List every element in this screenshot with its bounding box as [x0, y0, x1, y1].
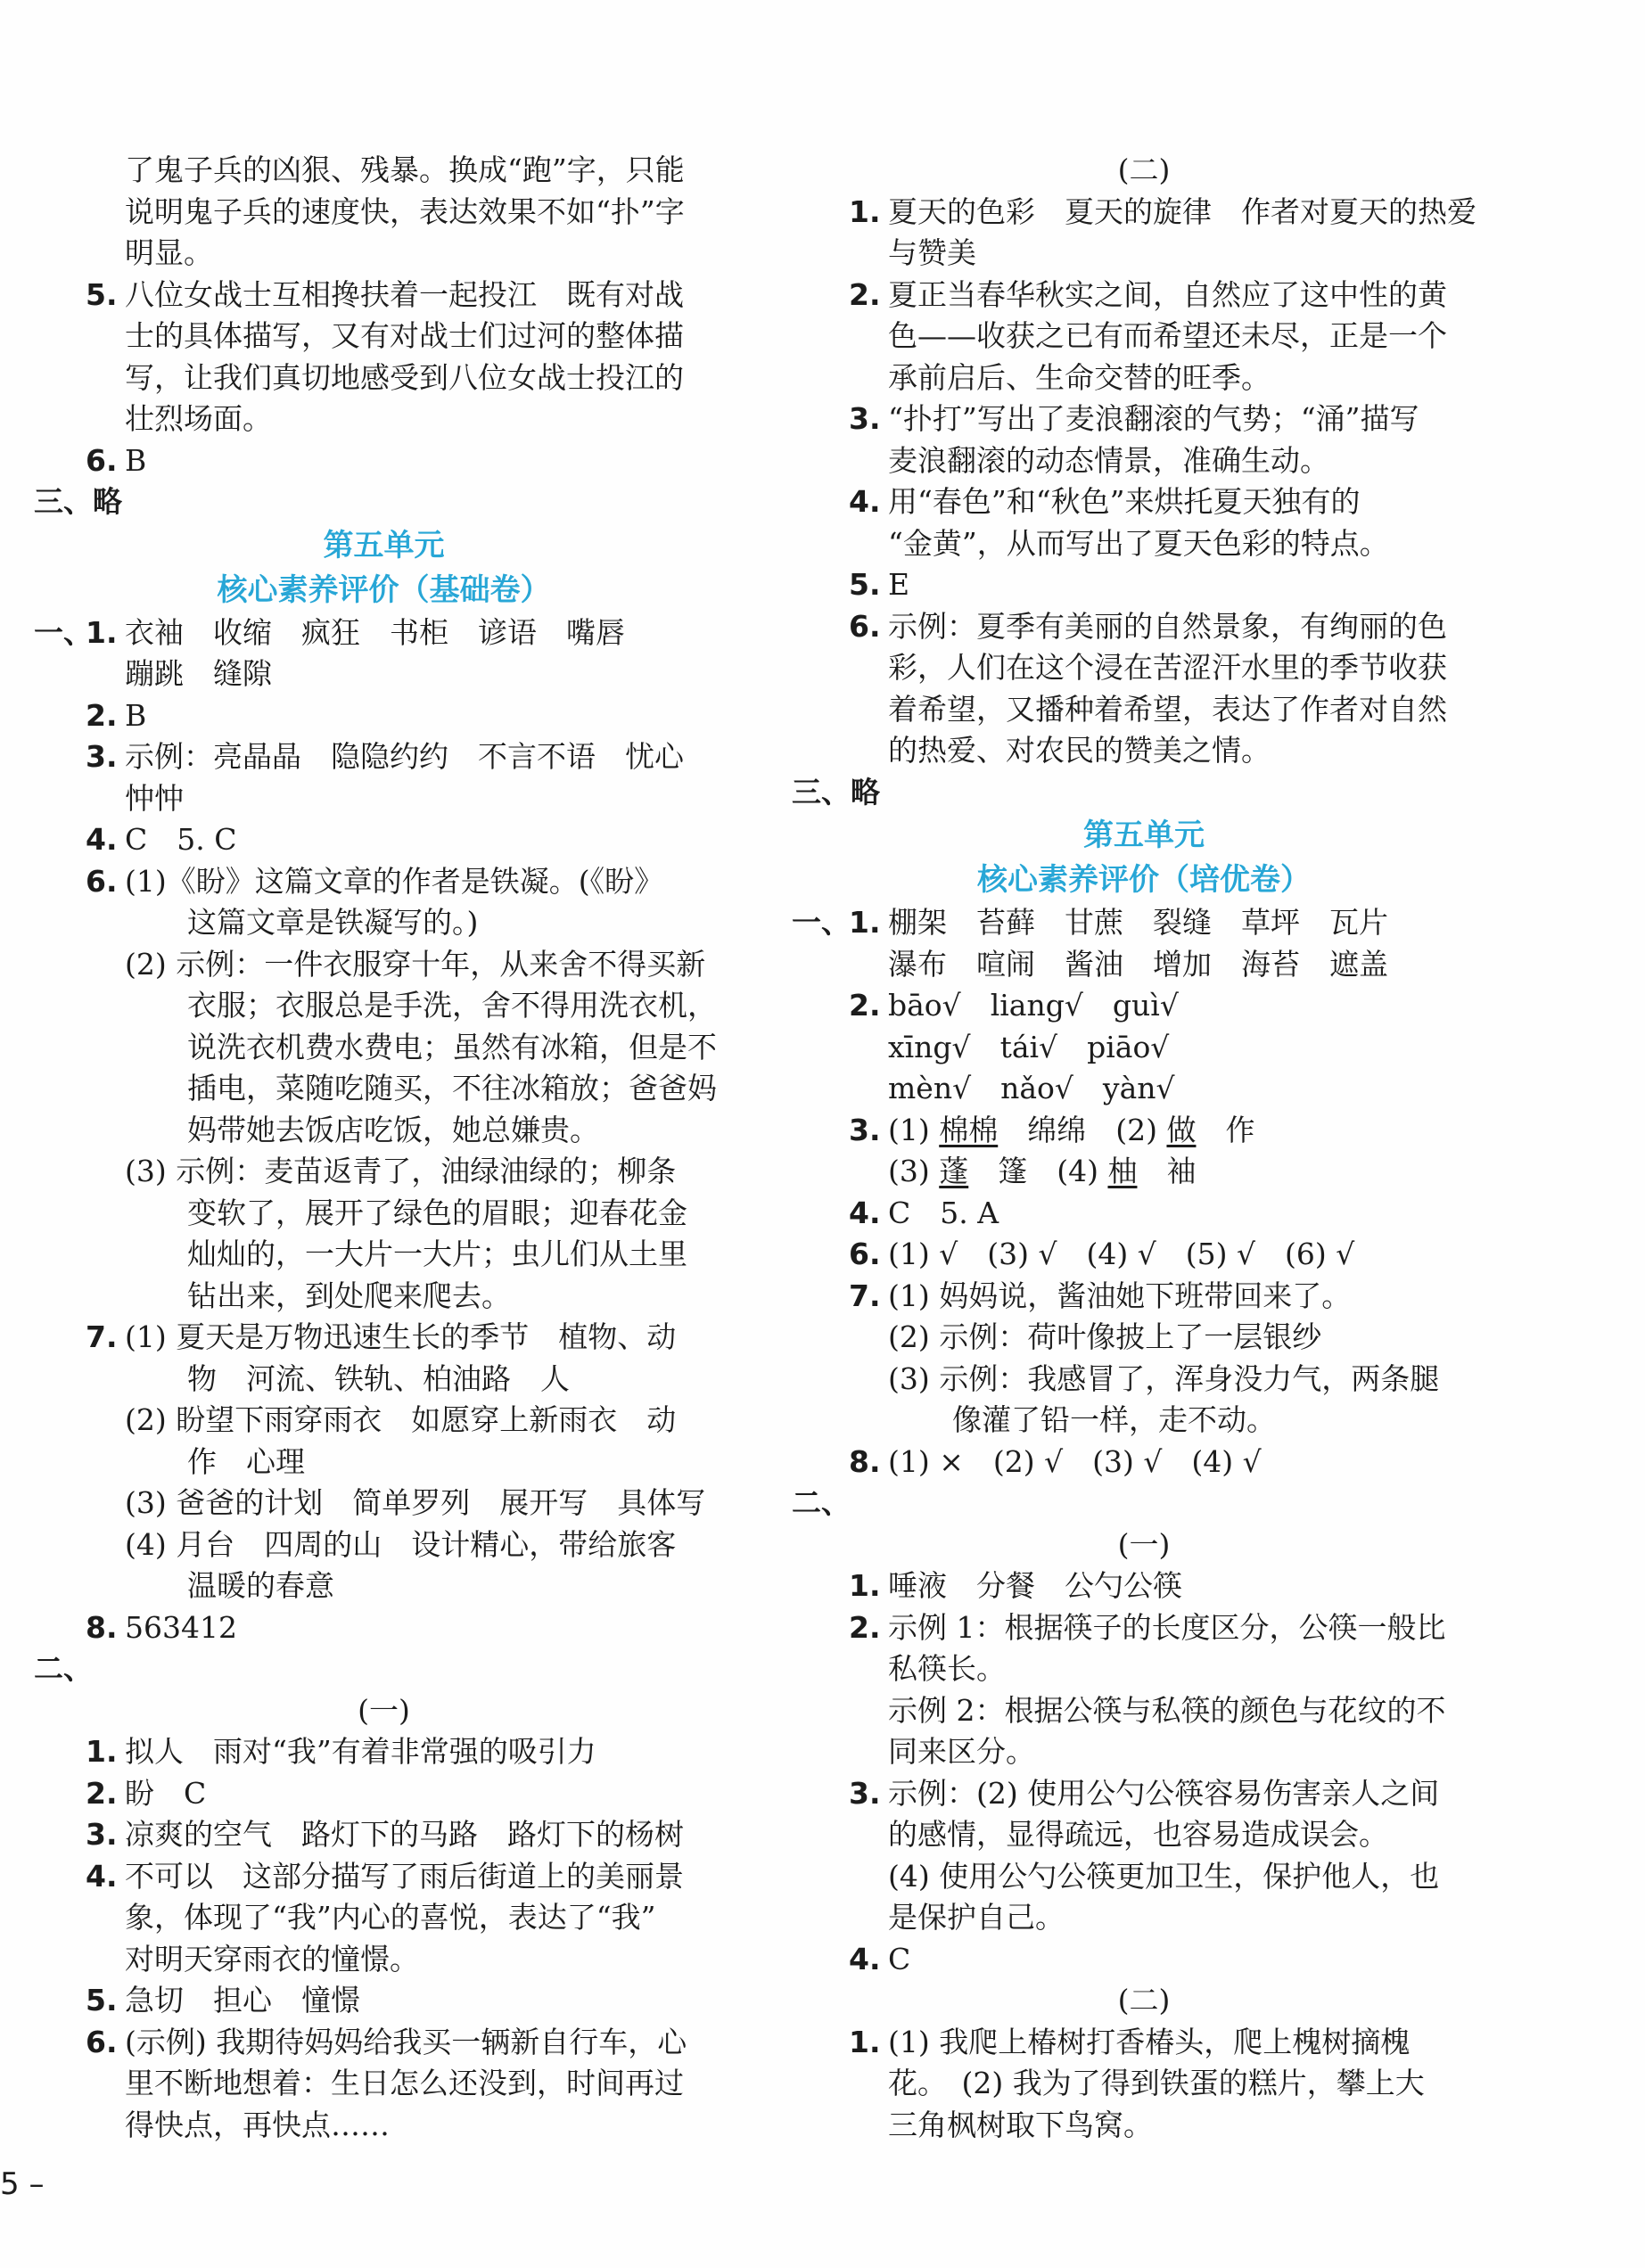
answer-text: “扑打”写出了麦浪翻滚的气势；“涌”描写 [888, 401, 1419, 436]
answer-line [792, 1400, 1496, 1442]
answer-line [792, 275, 1496, 316]
answer-line [792, 1773, 1496, 1815]
answer-text: (1)《盼》这篇文章的作者是铁凝。(《盼》 [125, 863, 664, 899]
answer-line [792, 1068, 1496, 1110]
answer-text: 插电，菜随吃随买，不往冰箱放；爸爸妈 [187, 1071, 717, 1105]
question-number: 8. [86, 1609, 118, 1645]
answer-line [792, 1731, 1496, 1773]
question-number: 2. [86, 697, 118, 733]
subsection-label: (一) [1117, 1526, 1171, 1562]
answer-text: 急切 担心 憧憬 [125, 1983, 360, 2017]
question-number: 6. [86, 2024, 118, 2059]
question-number: 4. [86, 822, 118, 857]
answer-line [792, 1027, 1496, 1069]
answer-line [34, 1980, 734, 2022]
answer-text: 像灌了铅一样，走不动。 [952, 1402, 1276, 1437]
answer-line [34, 2063, 734, 2105]
answer-line [34, 1524, 734, 1566]
answer-text: 示例：(2) 使用公勺公筷容易伤害亲人之间 [888, 1775, 1440, 1811]
subsection-label: (二) [1117, 152, 1171, 187]
unit-title: 第五单元 [323, 527, 445, 563]
section-prefix: 一、 [792, 905, 851, 940]
answer-text: 蹦跳 缝隙 [125, 656, 272, 691]
answer-text: (1) 我爬上椿树打香椿头，爬上槐树摘槐 [888, 2024, 1411, 2059]
answer-line [34, 1731, 734, 1773]
answer-line [34, 1400, 734, 1442]
answer-line [792, 606, 1496, 648]
answer-line [792, 564, 1496, 606]
answer-text: 瀑布 喧闹 酱油 增加 海苔 遮盖 [888, 946, 1388, 982]
question-number: 3. [849, 1112, 881, 1147]
answer-line [34, 1276, 734, 1318]
answer-text: 变软了，展开了绿色的眉眼；迎春花金 [187, 1195, 687, 1230]
answer-line [34, 1027, 734, 1069]
answer-text: 与赞美 [888, 235, 976, 270]
section-heading: 三、略 [34, 484, 122, 519]
question-number: 5. [86, 1983, 118, 2017]
answer-line [792, 1234, 1496, 1276]
answer-text: xīng√ tái√ piāo√ [888, 1029, 1170, 1064]
answer-text: 用“春色”和“秋色”来烘托夏天独有的 [888, 484, 1361, 519]
left-column [34, 150, 734, 2146]
answer-text: 同来区分。 [888, 1734, 1035, 1769]
answer-line [34, 357, 734, 399]
answer-line [34, 736, 734, 778]
answer-text: (1) √ (3) √ (4) √ (5) √ (6) √ [888, 1237, 1355, 1271]
answer-line [792, 2105, 1496, 2147]
answer-text: (2) 盼望下雨穿雨衣 如愿穿上新雨衣 动 [125, 1402, 677, 1437]
subsection-label: (二) [1117, 1983, 1171, 2017]
answer-line [792, 1648, 1496, 1690]
answer-line [34, 653, 734, 695]
answer-text: 这篇文章是铁凝写的。) [187, 905, 479, 940]
answer-line [34, 1939, 734, 1981]
answer-line [34, 985, 734, 1027]
answer-line [792, 2022, 1496, 2064]
answer-text: 不可以 这部分描写了雨后街道上的美丽景 [125, 1858, 684, 1894]
answer-text: 着希望，又播种着希望，表达了作者对自然 [888, 691, 1447, 727]
answer-text: 示例 2：根据公筷与私筷的颜色与花纹的不 [888, 1692, 1446, 1728]
answer-line [792, 1317, 1496, 1359]
marked-word: 做 [1166, 1112, 1197, 1147]
answer-line [34, 1814, 734, 1856]
answer-text: 妈带她去饭店吃饭，她总嫌贵。 [187, 1112, 599, 1147]
answer-line [792, 1607, 1496, 1649]
answer-text: 夏正当春华秋实之间，自然应了这中性的黄 [888, 276, 1447, 312]
answer-text: 三角枫树取下鸟窝。 [888, 2107, 1153, 2142]
answer-text: 拟人 雨对“我”有着非常强的吸引力 [125, 1734, 596, 1769]
answer-line [34, 612, 734, 654]
answer-text: 示例：亮晶晶 隐隐约约 不言不语 忧心 [125, 739, 684, 774]
answer-line [34, 1110, 734, 1152]
answer-text: (1) 妈妈说，酱油她下班带回来了。 [888, 1278, 1352, 1313]
answer-line [34, 2105, 734, 2147]
answer-line [792, 1193, 1496, 1235]
answer-line [34, 1151, 734, 1193]
question-number: 3. [86, 1817, 118, 1852]
right-column [792, 150, 1496, 2146]
question-number: 3. [849, 401, 881, 436]
question-number: 1. [849, 193, 881, 229]
page-number: 5 – [0, 2166, 45, 2202]
answer-text: 钻出来，到处爬来爬去。 [187, 1278, 511, 1313]
answer-text: 明显。 [125, 235, 213, 270]
answer-text: 的热爱、对农民的赞美之情。 [888, 733, 1271, 768]
answer-text: 私筷长。 [888, 1651, 1006, 1686]
marked-word: 棉棉 [939, 1112, 999, 1147]
answer-text: 士的具体描写，又有对战士们过河的整体描 [125, 318, 684, 353]
answer-text: 衣袖 收缩 疯狂 书柜 谚语 嘴唇 [125, 614, 625, 650]
answer-line [792, 1939, 1496, 1981]
question-number: 6. [849, 608, 881, 644]
answer-line [34, 819, 734, 861]
answer-text: 承前启后、生命交替的旺季。 [888, 359, 1271, 395]
answer-line [34, 1442, 734, 1483]
answer-line [34, 902, 734, 944]
question-number: 2. [849, 1609, 881, 1645]
answer-text: 是保护自己。 [888, 1900, 1065, 1935]
question-number: 6. [86, 863, 118, 899]
question-number: 6. [849, 1237, 881, 1271]
question-number: 4. [86, 1858, 118, 1894]
answer-line [792, 1442, 1496, 1483]
answer-line [34, 778, 734, 820]
subsection-label: (一) [358, 1692, 410, 1728]
answer-line [34, 275, 734, 316]
answer-text: 忡忡 [125, 780, 184, 816]
answer-line [792, 1690, 1496, 1732]
answer-line [792, 985, 1496, 1027]
question-number: 3. [849, 1775, 881, 1811]
answer-line [34, 1607, 734, 1649]
question-number: 1. [849, 905, 881, 940]
answer-text: C [888, 1941, 911, 1976]
answer-text: 物 河流、铁轨、柏油路 人 [187, 1360, 570, 1396]
answer-text: 衣服；衣服总是手洗，舍不得用洗衣机， [187, 988, 717, 1023]
answer-line [792, 233, 1496, 275]
answer-line [792, 1897, 1496, 1939]
answer-text: “金黄”，从而写出了夏天色彩的特点。 [888, 525, 1389, 561]
question-number: 4. [849, 1195, 881, 1230]
answer-line [34, 399, 734, 440]
answer-line [792, 399, 1496, 440]
answer-line [792, 944, 1496, 986]
section-prefix: 一、 [34, 614, 93, 650]
section-heading: 二、 [34, 1651, 93, 1686]
answer-line [34, 1856, 734, 1898]
answer-text: B [125, 697, 147, 733]
answer-text: 的感情，显得疏远，也容易造成误会。 [888, 1817, 1388, 1852]
answer-line [792, 440, 1496, 482]
answer-text: (3) 爸爸的计划 简单罗列 展开写 具体写 [125, 1485, 706, 1520]
question-number: 2. [849, 276, 881, 312]
answer-text: (2) 示例：荷叶像披上了一层银纱 [888, 1319, 1322, 1354]
answer-text: 麦浪翻滚的动态情景，准确生动。 [888, 442, 1329, 478]
answer-line [792, 1151, 1496, 1193]
answer-text: C 5. A [888, 1195, 999, 1230]
answer-text: 凉爽的空气 路灯下的马路 路灯下的杨树 [125, 1817, 684, 1852]
answer-line [34, 1193, 734, 1235]
answer-line [34, 1565, 734, 1607]
answer-line [34, 1317, 734, 1359]
answer-line [792, 2063, 1496, 2105]
section-heading: 三、略 [792, 774, 880, 809]
answer-line [34, 1897, 734, 1939]
answer-text: 对明天穿雨衣的憧憬。 [125, 1941, 419, 1976]
question-number: 4. [849, 1941, 881, 1976]
answer-line [34, 440, 734, 482]
answer-text: 壮烈场面。 [125, 401, 272, 436]
answer-text: 八位女战士互相搀扶着一起投江 既有对战 [125, 276, 684, 312]
answer-line [34, 1483, 734, 1524]
answer-text: 夏天的色彩 夏天的旋律 作者对夏天的热爱 [888, 193, 1476, 229]
answer-line [792, 1565, 1496, 1607]
answer-text: 写，让我们真切地感受到八位女战士投江的 [125, 359, 684, 395]
answer-text: (3) 示例：我感冒了，浑身没力气，两条腿 [888, 1360, 1440, 1396]
answer-text: (2) 示例：一件衣服穿十年，从来舍不得买新 [125, 946, 706, 982]
answer-line [792, 730, 1496, 772]
answer-line [792, 192, 1496, 234]
answer-line [34, 150, 734, 192]
answer-text: 示例：夏季有美丽的自然景象，有绚丽的色 [888, 608, 1447, 644]
answer-line [792, 647, 1496, 689]
question-number: 2. [849, 988, 881, 1023]
question-number: 4. [849, 484, 881, 519]
question-number: 7. [849, 1278, 881, 1313]
answer-text: 象，体现了“我”内心的喜悦，表达了“我” [125, 1900, 656, 1935]
test-title: 核心素养评价（培优卷） [977, 862, 1311, 898]
question-number: 1. [849, 2024, 881, 2059]
answer-text: 563412 [125, 1609, 237, 1645]
answer-text: 了鬼子兵的凶狠、残暴。换成“跑”字，只能 [125, 152, 685, 187]
answer-text: 作 心理 [187, 1443, 305, 1479]
answer-text: (4) 月台 四周的山 设计精心，带给旅客 [125, 1526, 677, 1562]
question-number: 1. [86, 1734, 118, 1769]
answer-line [34, 1234, 734, 1276]
answer-text: (1) 棉棉 绵绵 (2) 做 作 [888, 1112, 1255, 1147]
answer-text: 彩，人们在这个浸在苦涩汗水里的季节收获 [888, 650, 1447, 685]
answer-text: C 5. C [125, 822, 237, 857]
answer-text: 说明鬼子兵的速度快，表达效果不如“扑”字 [125, 193, 685, 229]
marked-word: 蓬 [939, 1154, 969, 1188]
answer-text: (1) × (2) √ (3) √ (4) √ [888, 1443, 1262, 1479]
answer-line [792, 1856, 1496, 1898]
question-number: 8. [849, 1443, 881, 1479]
answer-line [34, 316, 734, 357]
answer-line [792, 689, 1496, 731]
test-title: 核心素养评价（基础卷） [217, 571, 551, 608]
answer-text: bāo√ liang√ guì√ [888, 988, 1179, 1023]
answer-text: 花。 (2) 我为了得到铁蛋的糕片，攀上大 [888, 2066, 1425, 2100]
unit-title: 第五单元 [1083, 818, 1205, 853]
answer-text: 温暖的春意 [187, 1568, 334, 1603]
answer-text: 得快点，再快点…… [125, 2107, 390, 2142]
answer-line [34, 695, 734, 737]
answer-line [34, 1068, 734, 1110]
answer-line [34, 944, 734, 986]
answer-line [792, 902, 1496, 944]
answer-text: 棚架 苔藓 甘蔗 裂缝 草坪 瓦片 [888, 905, 1388, 940]
question-number: 7. [86, 1319, 118, 1354]
answer-text: (4) 使用公勺公筷更加卫生，保护他人，也 [888, 1858, 1440, 1894]
answer-text: B [125, 442, 147, 478]
question-number: 3. [86, 739, 118, 774]
marked-word: 柚 [1107, 1154, 1138, 1188]
section-heading: 二、 [792, 1485, 851, 1520]
answer-text: 色——收获之已有而希望还未尽，正是一个 [888, 318, 1447, 353]
question-number: 5. [849, 567, 881, 602]
answer-text: 说洗衣机费水费电；虽然有冰箱，但是不 [187, 1029, 717, 1064]
answer-line [792, 1110, 1496, 1152]
question-number: 2. [86, 1775, 118, 1811]
answer-text: (3) 蓬 篷 (4) 柚 袖 [888, 1154, 1197, 1188]
answer-line [34, 861, 734, 903]
answer-line [792, 1359, 1496, 1401]
answer-text: 唾液 分餐 公勺公筷 [888, 1568, 1182, 1603]
answer-text: (1) 夏天是万物迅速生长的季节 植物、动 [125, 1319, 677, 1354]
answer-line [792, 481, 1496, 523]
answer-line [792, 316, 1496, 357]
answer-text: (示例) 我期待妈妈给我买一辆新自行车，心 [125, 2024, 687, 2059]
answer-text: 里不断地想着：生日怎么还没到，时间再过 [125, 2066, 684, 2100]
answer-line [792, 1276, 1496, 1318]
answer-text: 示例 1：根据筷子的长度区分，公筷一般比 [888, 1609, 1446, 1645]
question-number: 6. [86, 442, 118, 478]
question-number: 5. [86, 276, 118, 312]
answer-line [34, 192, 734, 234]
answer-line [34, 233, 734, 275]
question-number: 1. [86, 614, 118, 650]
answer-line [34, 2022, 734, 2064]
answer-line [792, 523, 1496, 565]
answer-line [792, 1814, 1496, 1856]
answer-line [34, 1773, 734, 1815]
answer-text: (3) 示例：麦苗返青了，油绿油绿的；柳条 [125, 1154, 677, 1188]
answer-line [34, 1359, 734, 1401]
answer-text: 灿灿的，一大片一大片；虫儿们从土里 [187, 1237, 687, 1271]
answer-text: E [888, 567, 910, 602]
answer-text: mèn√ nǎo√ yàn√ [888, 1071, 1175, 1105]
answer-line [792, 357, 1496, 399]
question-number: 1. [849, 1568, 881, 1603]
answer-text: 盼 C [125, 1775, 207, 1811]
